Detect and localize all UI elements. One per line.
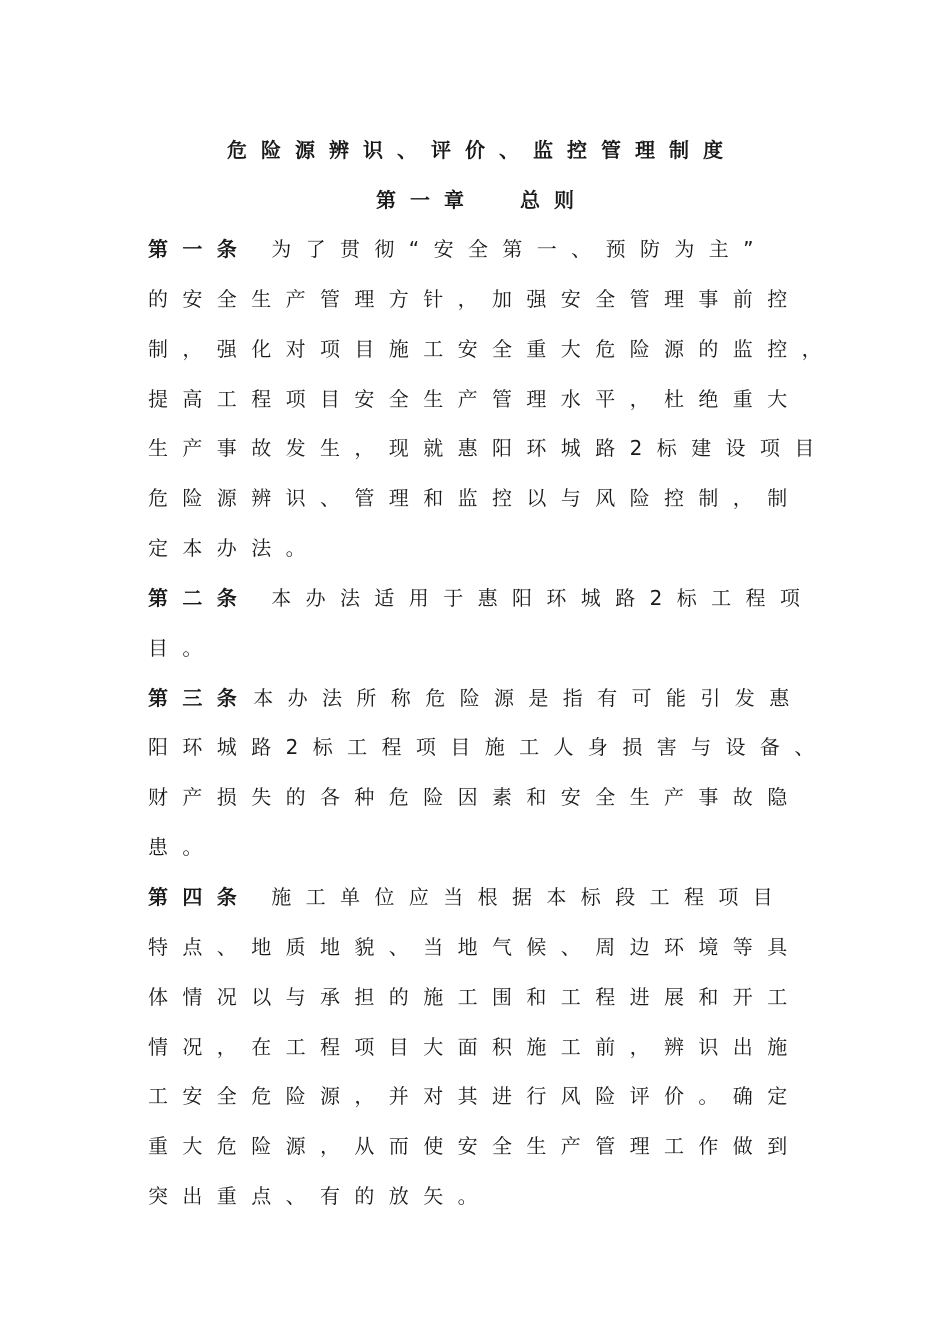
article-2-line-1: [148, 582, 828, 632]
article-label: 第四条: [148, 884, 252, 909]
article-3-line-2: 阳环城路2标工程项目施工人身损害与设备、: [148, 735, 829, 760]
article-1-line-1: [148, 233, 828, 283]
article-2-line-2: 目。: [148, 635, 217, 660]
document-title: 危险源辨识、评价、监控管理制度: [227, 138, 737, 162]
article-1-line-4: 提高工程项目安全生产管理水平，杜绝重大: [148, 386, 802, 411]
article-4-line-4: 情况，在工程项目大面积施工前，辨识出施: [148, 1034, 802, 1059]
article-4-line-2: 特点、地质地貌、当地气候、周边环境等具: [148, 934, 802, 959]
article-4-line-1: [148, 881, 828, 931]
article-4-line-7: 突出重点、有的放矢。: [148, 1184, 492, 1209]
article-4-line-5: 工安全危险源，并对其进行风险评价。确定: [148, 1084, 802, 1109]
article-label: 第三条: [148, 685, 252, 710]
article-4-line-3: 体情况以与承担的施工围和工程进展和开工: [148, 984, 802, 1009]
chapter-heading: 第一章 总则: [376, 188, 588, 212]
article-4-line-6: 重大危险源，从而使安全生产管理工作做到: [148, 1134, 802, 1159]
article-1-line-2: 的安全生产管理方针，加强安全管理事前控: [148, 286, 802, 311]
article-1-line-5: 生产事故发生，现就惠阳环城路2标建设项目: [148, 436, 829, 461]
article-1-line-3: 制，强化对项目施工安全重大危险源的监控，: [148, 336, 836, 361]
article-3-line-3: 财产损失的各种危险因素和安全生产事故隐: [148, 785, 802, 810]
article-1-line-7: 定本办法。: [148, 536, 320, 561]
article-1-line-6: 危险源辨识、管理和监控以与风险控制，制: [148, 486, 802, 511]
article-text: 本办法适用于惠阳环城路2标工程项: [271, 585, 815, 610]
article-label: 第二条: [148, 585, 252, 610]
article-text: 施工单位应当根据本标段工程项目: [271, 884, 788, 909]
article-label: 第一条: [148, 237, 252, 261]
article-text: 为了贯彻“安全第一、预防为主”: [271, 237, 768, 261]
article-3-line-1: [148, 682, 828, 732]
document-body: [148, 233, 836, 1230]
article-text: 本办法所称危险源是指有可能引发惠: [253, 685, 804, 710]
article-3-line-4: 患。: [148, 835, 217, 860]
